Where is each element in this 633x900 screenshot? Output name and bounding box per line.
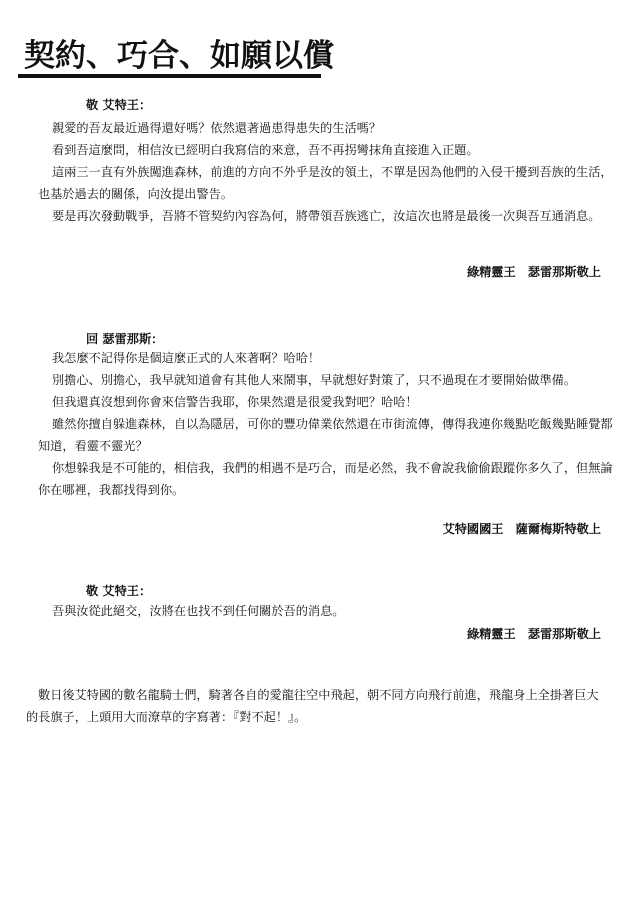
letter-signature: 綠精靈王 瑟雷那斯敬上 [466,627,601,641]
letter-line: 要是再次發動戰爭，吾將不管契約內容為何，將帶領吾族逃亡，汝這次也將是最後一次與吾互通消息。 [52,209,601,223]
letter-line: 雖然你擅自躲進森林，自以為隱居，可你的豐功偉業依然還在市街流傳，傳得我連你幾點吃飯幾點睡覺都 [52,417,613,431]
letter-line: 別擔心、別擔心，我早就知道會有其他人來鬧事，早就想好對策了，只不過現在才要開始做準備。 [52,373,577,387]
letter-line: 但我還真沒想到你會來信警告我耶，你果然還是很愛我對吧？哈哈！ [52,395,418,409]
page-title: 契約、巧合、如願以償 [24,38,334,74]
letter-line: 也基於過去的關係，向汝提出警告。 [38,187,233,201]
letter-line: 這兩三一直有外族闖進森林，前進的方向不外乎是汝的領土，不單是因為他們的入侵干擾到吾族的生活， [52,165,613,179]
letter-line: 你想躲我是不可能的，相信我，我們的相遇不是巧合，而是必然，我不會說我偷偷跟蹤你多久了，但無論 [52,461,613,475]
letter-body [52,600,614,622]
letter-signature: 綠精靈王 瑟雷那斯敬上 [466,265,601,279]
letter-salutation: 敬 艾特王： [86,98,152,112]
title-underline [18,74,321,78]
letter-line: 看到吾這麼問，相信汝已經明白我寫信的來意，吾不再拐彎抹角直接進入正題。 [52,143,479,157]
narrative-line: 數日後艾特國的數名龍騎士們，騎著各自的愛龍往空中飛起，朝不同方向飛行前進，飛龍身上全掛著巨大 [38,688,599,702]
narrative-line: 的長旗子，上頭用大而潦草的字寫著：『對不起！』。 [26,710,307,724]
narrative-paragraph [26,684,614,728]
letter-salutation: 回 瑟雷那斯： [86,332,164,346]
letter-body [38,117,614,227]
letter-line: 親愛的吾友最近過得還好嗎？依然還著過患得患失的生活嗎？ [52,121,382,135]
letter-line: 吾與汝從此絕交，汝將在也找不到任何關於吾的消息。 [52,604,345,618]
letter-line: 我怎麼不記得你是個這麼正式的人來著啊？哈哈！ [52,351,321,365]
letter-signature: 艾特國國王 薩爾梅斯特敬上 [442,522,601,536]
letter-salutation: 敬 艾特王： [86,584,152,598]
letter-line: 知道，看靈不靈光？ [38,439,148,453]
letter-body [38,347,614,501]
letter-line: 你在哪裡，我都找得到你。 [38,483,185,497]
